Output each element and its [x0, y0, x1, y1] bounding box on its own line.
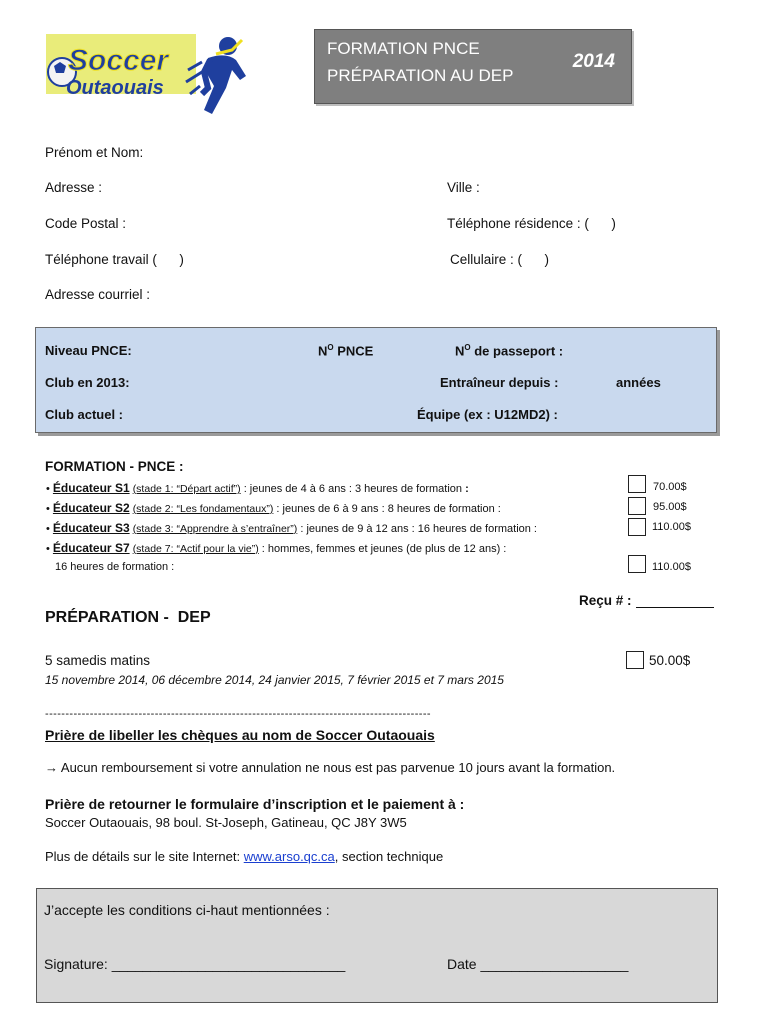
- course-s2-checkbox[interactable]: [628, 497, 646, 515]
- city-field-label[interactable]: Ville :: [447, 180, 480, 195]
- dep-dates: 15 novembre 2014, 06 décembre 2014, 24 janvier 2015, 7 février 2015 et 7 mars 2015: [45, 673, 504, 687]
- club-2013-label[interactable]: Club en 2013:: [45, 375, 130, 390]
- refund-policy: → Aucun remboursement si votre annulation ne nous est pas parvenue 10 jours avant la formation.: [45, 760, 616, 775]
- form-title-box: [314, 29, 632, 104]
- team-label[interactable]: Équipe (ex : U12MD2) :: [417, 407, 558, 422]
- email-field-label[interactable]: Adresse courriel :: [45, 287, 151, 302]
- course-s7-price: 110.00$: [652, 561, 691, 573]
- logo-graphic: [38, 30, 263, 122]
- course-s3-checkbox[interactable]: [628, 518, 646, 536]
- details-line: Plus de détails sur le site Internet: www.arso.qc.ca, section technique: [45, 849, 444, 864]
- website-link[interactable]: www.arso.qc.ca: [243, 849, 335, 864]
- name-field-label[interactable]: Prénom et Nom:: [45, 145, 144, 160]
- formation-heading: FORMATION - PNCE :: [45, 459, 184, 474]
- cheque-instruction: Prière de libeller les chèques au nom de Soccer Outaouais: [45, 727, 435, 743]
- dep-heading: PRÉPARATION - DEP: [45, 609, 211, 626]
- svg-text:Outaouais: Outaouais: [66, 77, 164, 99]
- passport-number-label[interactable]: $N^O$ de passeport :: [455, 343, 564, 359]
- course-s3-price: 110.00$: [652, 521, 691, 533]
- title-year: 2014: [572, 51, 615, 72]
- signature-field[interactable]: Signature: ______________________________: [44, 956, 346, 972]
- dep-price: 50.00$: [649, 653, 691, 668]
- course-s7-hours: 16 heures de formation :: [55, 561, 175, 573]
- receipt-number-line[interactable]: [636, 607, 714, 608]
- pnce-number-label[interactable]: $N^O$ PNCE: [318, 343, 374, 359]
- dep-sessions: 5 samedis matins: [45, 653, 151, 668]
- accept-conditions-text: J’accepte les conditions ci-haut mentionnées :: [44, 902, 330, 918]
- home-phone-field-label[interactable]: Téléphone résidence : ( ): [447, 216, 616, 231]
- coach-info-box: [35, 327, 717, 433]
- coach-since-label[interactable]: Entraîneur depuis :: [440, 375, 559, 390]
- cell-phone-field-label[interactable]: Cellulaire : ( ): [450, 252, 550, 267]
- course-s7-checkbox[interactable]: [628, 555, 646, 573]
- postal-code-field-label[interactable]: Code Postal :: [45, 216, 127, 231]
- work-phone-field-label[interactable]: Téléphone travail ( ): [45, 252, 184, 267]
- address-field-label[interactable]: Adresse :: [45, 180, 103, 195]
- title-line-2: PRÉPARATION AU DEP: [327, 66, 514, 85]
- current-club-label[interactable]: Club actuel :: [45, 407, 124, 422]
- return-form-title: Prière de retourner le formulaire d’inscription et le paiement à :: [45, 796, 465, 812]
- return-address: Soccer Outaouais, 98 boul. St-Joseph, Gatineau, QC J8Y 3W5: [45, 815, 407, 830]
- soccer-outaouais-logo: [38, 30, 263, 122]
- course-s1: • Éducateur S1 (stade 1: “Départ actif”) : jeunes de 4 à 6 ans : 3 heures de formation :: [46, 481, 469, 495]
- date-field[interactable]: Date ___________________: [447, 956, 629, 972]
- dep-checkbox[interactable]: [626, 651, 644, 669]
- course-s2-price: 95.00$: [653, 501, 687, 513]
- course-s1-price: 70.00$: [653, 481, 687, 493]
- course-s1-checkbox[interactable]: [628, 475, 646, 493]
- title-line-1: FORMATION PNCE: [327, 39, 480, 58]
- course-s2: • Éducateur S2 (stade 2: “Les fondamentaux”) : jeunes de 6 à 9 ans : 8 heures de formation :: [46, 501, 501, 515]
- svg-text:Soccer: Soccer: [68, 44, 169, 77]
- pnce-level-label[interactable]: Niveau PNCE:: [45, 343, 132, 358]
- receipt-number-label: Reçu # :: [579, 593, 632, 608]
- course-s7: • Éducateur S7 (stade 7: “Actif pour la vie”) : hommes, femmes et jeunes (de plus de 12 ans) :: [46, 541, 507, 555]
- conditions-box: [36, 888, 718, 1003]
- dashed-divider: -----------------------------------------------------------------------------------------------: [45, 708, 431, 720]
- course-s3: • Éducateur S3 (stade 3: “Apprendre à s’entraîner”) : jeunes de 9 à 12 ans : 16 heures de formation :: [46, 521, 537, 535]
- years-label: années: [616, 375, 661, 390]
